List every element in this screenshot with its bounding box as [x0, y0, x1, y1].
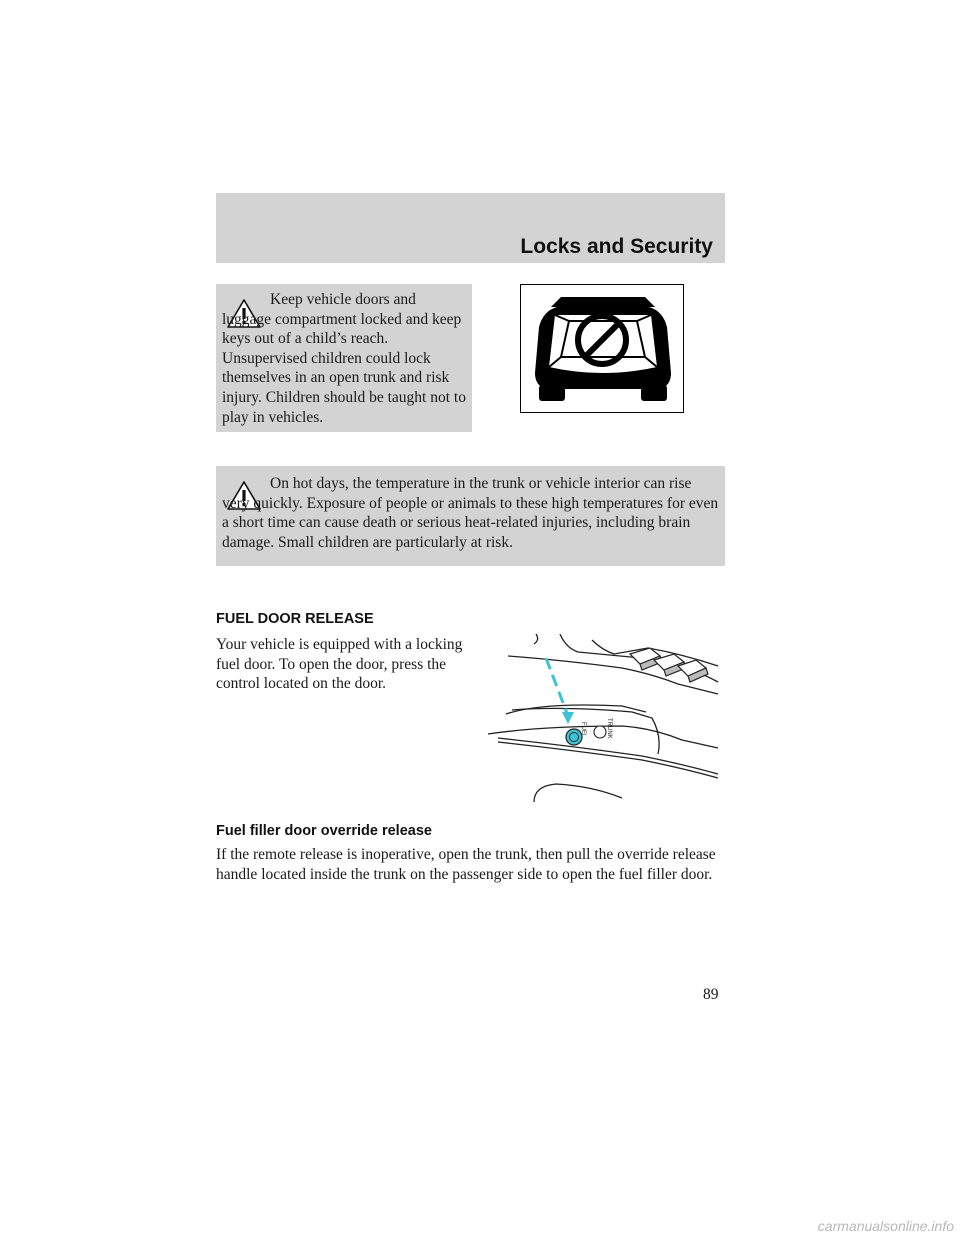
warning-box-children	[216, 284, 472, 432]
warning-box-heat	[216, 466, 725, 566]
page-number: 89	[703, 986, 719, 1003]
trunk-illustration	[520, 284, 684, 413]
trunk-label: TRUNK	[606, 718, 612, 739]
watermark: carmanualsonline.info	[817, 1218, 954, 1234]
section-title: Locks and Security	[520, 235, 713, 258]
fuel-door-control-illustration	[482, 626, 726, 806]
override-paragraph: If the remote release is inoperative, open the trunk, then pull the override release handle located inside the trunk on the passenger side to open the fuel filler door.	[216, 846, 716, 883]
fuel-door-heading: FUEL DOOR RELEASE	[216, 611, 374, 627]
fuel-label: FUEL	[580, 722, 586, 738]
section-header	[216, 193, 725, 263]
fuel-door-paragraph: Your vehicle is equipped with a locking fuel door. To open the door, press the control located on the door.	[216, 636, 463, 693]
warning-text: On hot days, the temperature in the trunk or vehicle interior can rise very quickly. Exposure of people or animals to these high temperatures for even a short time can cause death or serious heat-related injuries, including brain damage. Small children are particularly at risk.	[222, 475, 719, 551]
warning-text: Keep vehicle doors and luggage compartment locked and keep keys out of a child’s reach. Unsupervised children could lock themselves in an open trunk and risk injury. Children should be taught not to play in vehicles.	[222, 291, 466, 426]
trunk-no-children-icon	[521, 285, 683, 412]
override-heading: Fuel filler door override release	[216, 823, 432, 839]
